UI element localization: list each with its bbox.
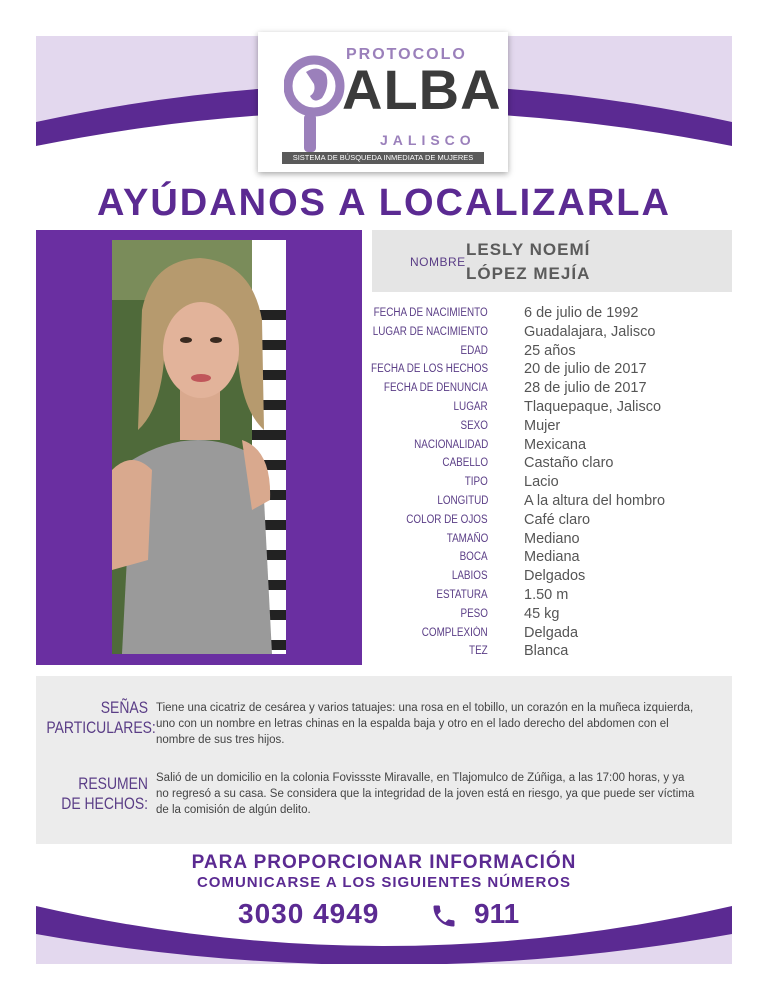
logo-sistema-text: SISTEMA DE BÚSQUEDA INMEDIATA DE MUJERES [282, 152, 484, 164]
field-row [372, 360, 732, 379]
senas-label-line-1: SEÑAS [100, 698, 148, 717]
field-label: FECHA DE LOS HECHOS [370, 363, 488, 376]
field-value: 1.50 m [524, 586, 569, 603]
field-label: COMPLEXIÓN [422, 626, 488, 639]
field-label: LONGITUD [436, 494, 488, 507]
field-label: BOCA [459, 551, 488, 564]
person-fields [372, 304, 732, 661]
phone-number-2[interactable]: 911 [474, 898, 520, 929]
senas-label-line-2: PARTICULARES: [46, 718, 156, 737]
field-value: Tlaquepaque, Jalisco [524, 398, 662, 415]
field-row [372, 642, 732, 661]
resumen-label-line-1: RESUMEN [78, 774, 148, 793]
field-value: 28 de julio de 2017 [524, 380, 647, 397]
field-label: LUGAR [453, 400, 488, 413]
resumen-text: Salió de un domicilio en la colonia Fovissste Miravalle, en Tlajomulco de Zúñiga, a las 17:00 horas, y ya no regresó a su casa. Se considera que la integridad de la joven está en riesgo, ya que puede ser víctima de la comisión de algún delito. [156, 772, 695, 816]
field-label: PESO [460, 607, 488, 620]
field-label: LABIOS [452, 570, 488, 583]
field-row [372, 417, 732, 436]
field-label: FECHA DE DENUNCIA [384, 382, 488, 395]
name-line-1: LESLY NOEMÍ [466, 240, 591, 259]
field-label: TAMAÑO [446, 532, 488, 545]
field-row [372, 605, 732, 624]
field-label: NACIONALIDAD [413, 438, 488, 451]
field-label: COLOR DE OJOS [406, 513, 488, 526]
phone-number-1[interactable]: 3030 4949 [238, 898, 380, 929]
field-label: LUGAR DE NACIMIENTO [372, 325, 488, 338]
field-row [372, 473, 732, 492]
field-row [372, 454, 732, 473]
field-row [372, 492, 732, 511]
field-row [372, 586, 732, 605]
field-value: Mujer [524, 417, 561, 434]
field-value: 45 kg [524, 605, 560, 622]
field-value: Mediano [524, 530, 580, 547]
contact-line-2: COMUNICARSE A LOS SIGUIENTES NÚMEROS [196, 874, 572, 891]
resumen-label-line-2: DE HECHOS: [61, 794, 148, 813]
field-label: TEZ [469, 645, 488, 658]
protocolo-alba-logo [258, 32, 508, 172]
field-label: CABELLO [442, 457, 488, 470]
field-label: EDAD [460, 344, 488, 357]
field-row [372, 342, 732, 361]
field-value: 25 años [524, 342, 576, 359]
field-value: Castaño claro [524, 455, 614, 472]
phone-icon [430, 902, 458, 930]
name-label: NOMBRE [410, 255, 466, 269]
field-label: SEXO [460, 419, 488, 432]
field-row [372, 398, 732, 417]
field-row [372, 567, 732, 586]
person-name [466, 238, 590, 286]
logo-jalisco-text: JALISCO [380, 132, 476, 148]
field-value: Mexicana [524, 436, 587, 453]
field-value: 20 de julio de 2017 [524, 361, 647, 378]
logo-protocolo-text: PROTOCOLO [346, 46, 467, 63]
field-row [372, 379, 732, 398]
field-value: Guadalajara, Jalisco [524, 323, 656, 340]
person-photo [112, 240, 286, 654]
field-value: Delgada [524, 624, 579, 641]
field-row [372, 323, 732, 342]
field-row [372, 436, 732, 455]
field-value: Lacio [524, 474, 559, 491]
field-row [372, 530, 732, 549]
field-label: ESTATURA [436, 588, 488, 601]
field-label: FECHA DE NACIMIENTO [373, 307, 488, 319]
resumen-label [46, 774, 148, 814]
field-value: Blanca [524, 643, 569, 660]
field-row [372, 304, 732, 323]
field-value: Delgados [524, 568, 586, 585]
field-row [372, 548, 732, 567]
field-value: Café claro [524, 511, 591, 528]
field-row [372, 511, 732, 530]
field-value: Mediana [524, 549, 580, 566]
name-line-2: LÓPEZ MEJÍA [466, 264, 591, 283]
field-label: TIPO [464, 476, 488, 489]
contact-line-1: PARA PROPORCIONAR INFORMACIÓN [191, 852, 577, 873]
senas-label [46, 698, 156, 738]
senas-text: Tiene una cicatriz de cesárea y varios tatuajes: una rosa en el tobillo, un corazón en la muñeca izquierda, uno con un nombre en letras chinas en la espalda baja y otro en el lado derecho del abdomen con el nombre de sus tres hijos. [156, 702, 694, 746]
field-value: 6 de julio de 1992 [524, 305, 639, 321]
headline: AYÚDANOS A LOCALIZARLA [97, 182, 671, 224]
field-row [372, 624, 732, 643]
logo-alba-text: ALBA [342, 58, 502, 121]
field-value: A la altura del hombro [524, 492, 666, 509]
